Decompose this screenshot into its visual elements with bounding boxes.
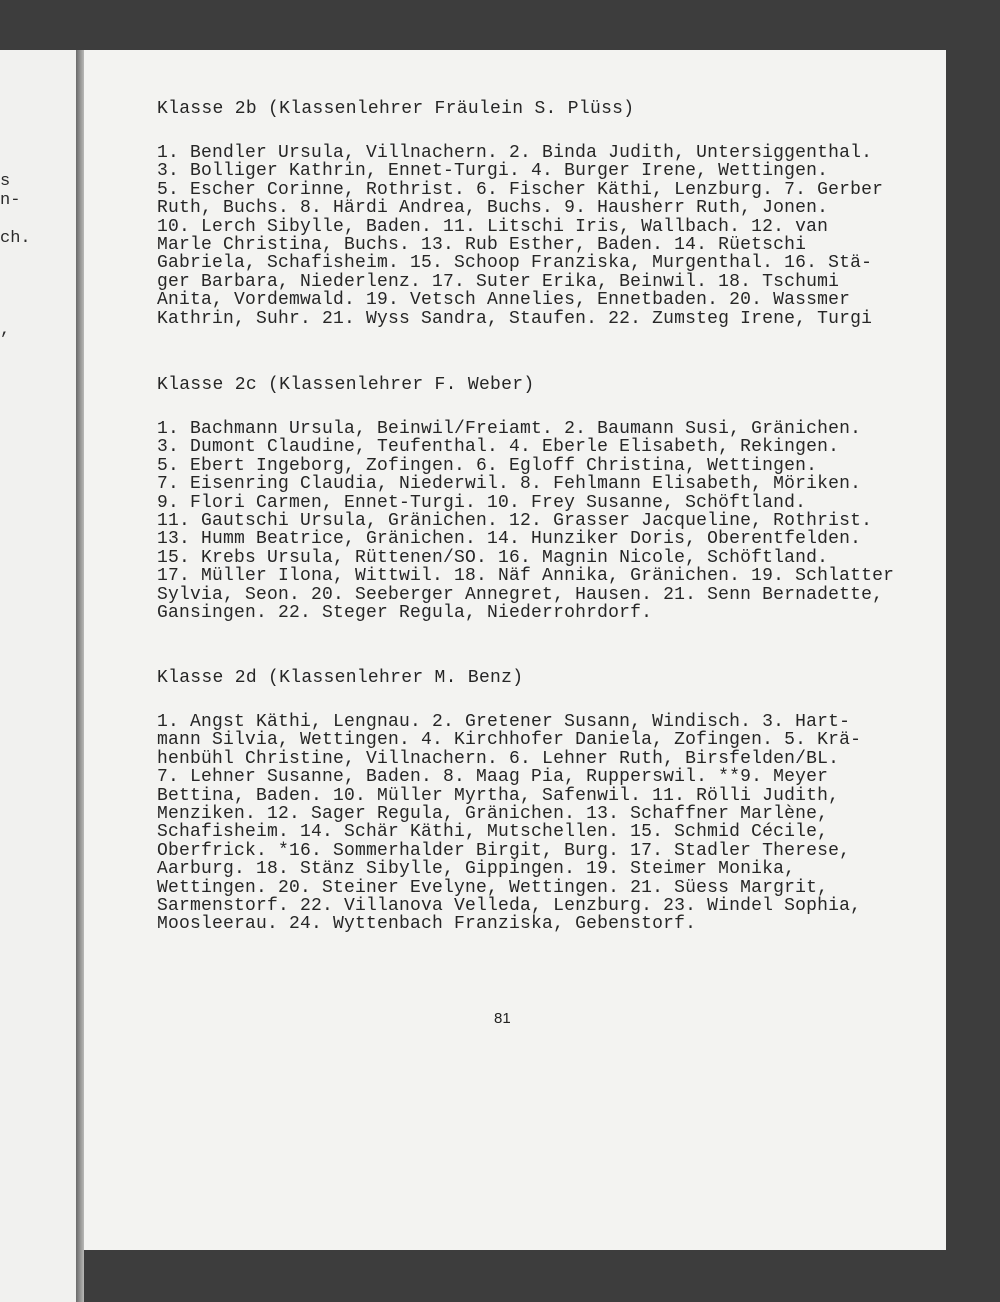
text-line: Schafisheim. 14. Schär Käthi, Mutschellen. 15. Schmid Cécile,	[157, 822, 829, 843]
text-line: Menziken. 12. Sager Regula, Gränichen. 13. Schaffner Marlène,	[157, 804, 829, 825]
document-page	[84, 50, 946, 1250]
left-page-fragment: s	[0, 172, 11, 191]
left-page-fragment: ,	[0, 321, 11, 340]
class-2b-section	[157, 100, 917, 328]
class-2c-section	[157, 376, 917, 622]
text-line: 11. Gautschi Ursula, Gränichen. 12. Grasser Jacqueline, Rothrist.	[157, 511, 873, 532]
left-page-fragment: n-	[0, 191, 21, 210]
text-line: Ruth, Buchs. 8. Härdi Andrea, Buchs. 9. Hausherr Ruth, Jonen.	[157, 198, 829, 219]
text-line: ger Barbara, Niederlenz. 17. Suter Erika, Beinwil. 18. Tschumi	[157, 271, 840, 292]
text-line: 1. Bendler Ursula, Villnachern. 2. Binda Judith, Untersiggenthal.	[157, 143, 873, 163]
section-heading: Klasse 2d (Klassenlehrer M. Benz)	[157, 668, 524, 688]
section-heading: Klasse 2c (Klassenlehrer F. Weber)	[157, 375, 535, 395]
text-line: Sarmenstorf. 22. Villanova Velleda, Lenzburg. 23. Windel Sophia,	[157, 896, 862, 917]
text-line: Sylvia, Seon. 20. Seeberger Annegret, Hausen. 21. Senn Bernadette,	[157, 584, 884, 605]
text-line: 7. Lehner Susanne, Baden. 8. Maag Pia, Rupperswil. **9. Meyer	[157, 767, 829, 788]
student-list	[157, 144, 917, 328]
text-line: 15. Krebs Ursula, Rüttenen/SO. 16. Magnin Nicole, Schöftland.	[157, 547, 829, 568]
text-line: 10. Lerch Sibylle, Baden. 11. Litschi Iris, Wallbach. 12. van	[157, 216, 829, 237]
text-line: 3. Bolliger Kathrin, Ennet-Turgi. 4. Burger Irene, Wettingen.	[157, 161, 829, 182]
text-line: 17. Müller Ilona, Wittwil. 18. Näf Annika, Gränichen. 19. Schlatter	[157, 566, 895, 587]
text-line: Gabriela, Schafisheim. 15. Schoop Franziska, Murgenthal. 16. Stä-	[157, 253, 873, 274]
left-page-edge	[0, 50, 76, 1302]
text-line: Moosleerau. 24. Wyttenbach Franziska, Gebenstorf.	[157, 914, 697, 935]
text-line: Aarburg. 18. Stänz Sibylle, Gippingen. 19. Steimer Monika,	[157, 859, 796, 880]
text-line: Gansingen. 22. Steger Regula, Niederrohrdorf.	[157, 603, 653, 624]
text-line: Oberfrick. *16. Sommerhalder Birgit, Burg. 17. Stadler Therese,	[157, 840, 851, 861]
student-list	[157, 420, 917, 622]
class-2d-section	[157, 669, 917, 934]
text-line: Anita, Vordemwald. 19. Vetsch Annelies, Ennetbaden. 20. Wassmer	[157, 290, 851, 311]
text-line: Marle Christina, Buchs. 13. Rub Esther, Baden. 14. Rüetschi	[157, 235, 807, 256]
text-line: 1. Bachmann Ursula, Beinwil/Freiamt. 2. Baumann Susi, Gränichen.	[157, 419, 862, 439]
left-page-fragment: ch.	[0, 229, 31, 248]
page-number: 81	[494, 1010, 511, 1027]
text-line: 7. Eisenring Claudia, Niederwil. 8. Fehlmann Elisabeth, Möriken.	[157, 474, 862, 495]
book-gutter	[76, 50, 84, 1302]
student-list	[157, 713, 917, 934]
text-line: 1. Angst Käthi, Lengnau. 2. Gretener Susann, Windisch. 3. Hart-	[157, 712, 851, 732]
section-heading: Klasse 2b (Klassenlehrer Fräulein S. Plüss)	[157, 99, 635, 119]
text-line: 5. Escher Corinne, Rothrist. 6. Fischer Käthi, Lenzburg. 7. Gerber	[157, 179, 884, 200]
text-line: 9. Flori Carmen, Ennet-Turgi. 10. Frey Susanne, Schöftland.	[157, 492, 807, 513]
text-line: 3. Dumont Claudine, Teufenthal. 4. Eberle Elisabeth, Rekingen.	[157, 437, 840, 458]
text-line: mann Silvia, Wettingen. 4. Kirchhofer Daniela, Zofingen. 5. Krä-	[157, 730, 862, 751]
text-line: 5. Ebert Ingeborg, Zofingen. 6. Egloff Christina, Wettingen.	[157, 455, 818, 476]
text-line: Wettingen. 20. Steiner Evelyne, Wettingen. 21. Süess Margrit,	[157, 877, 829, 898]
text-line: Kathrin, Suhr. 21. Wyss Sandra, Staufen. 22. Zumsteg Irene, Turgi	[157, 308, 873, 329]
text-line: Bettina, Baden. 10. Müller Myrtha, Safenwil. 11. Rölli Judith,	[157, 785, 840, 806]
text-line: 13. Humm Beatrice, Gränichen. 14. Hunziker Doris, Oberentfelden.	[157, 529, 862, 550]
text-line: henbühl Christine, Villnachern. 6. Lehner Ruth, Birsfelden/BL.	[157, 748, 840, 769]
